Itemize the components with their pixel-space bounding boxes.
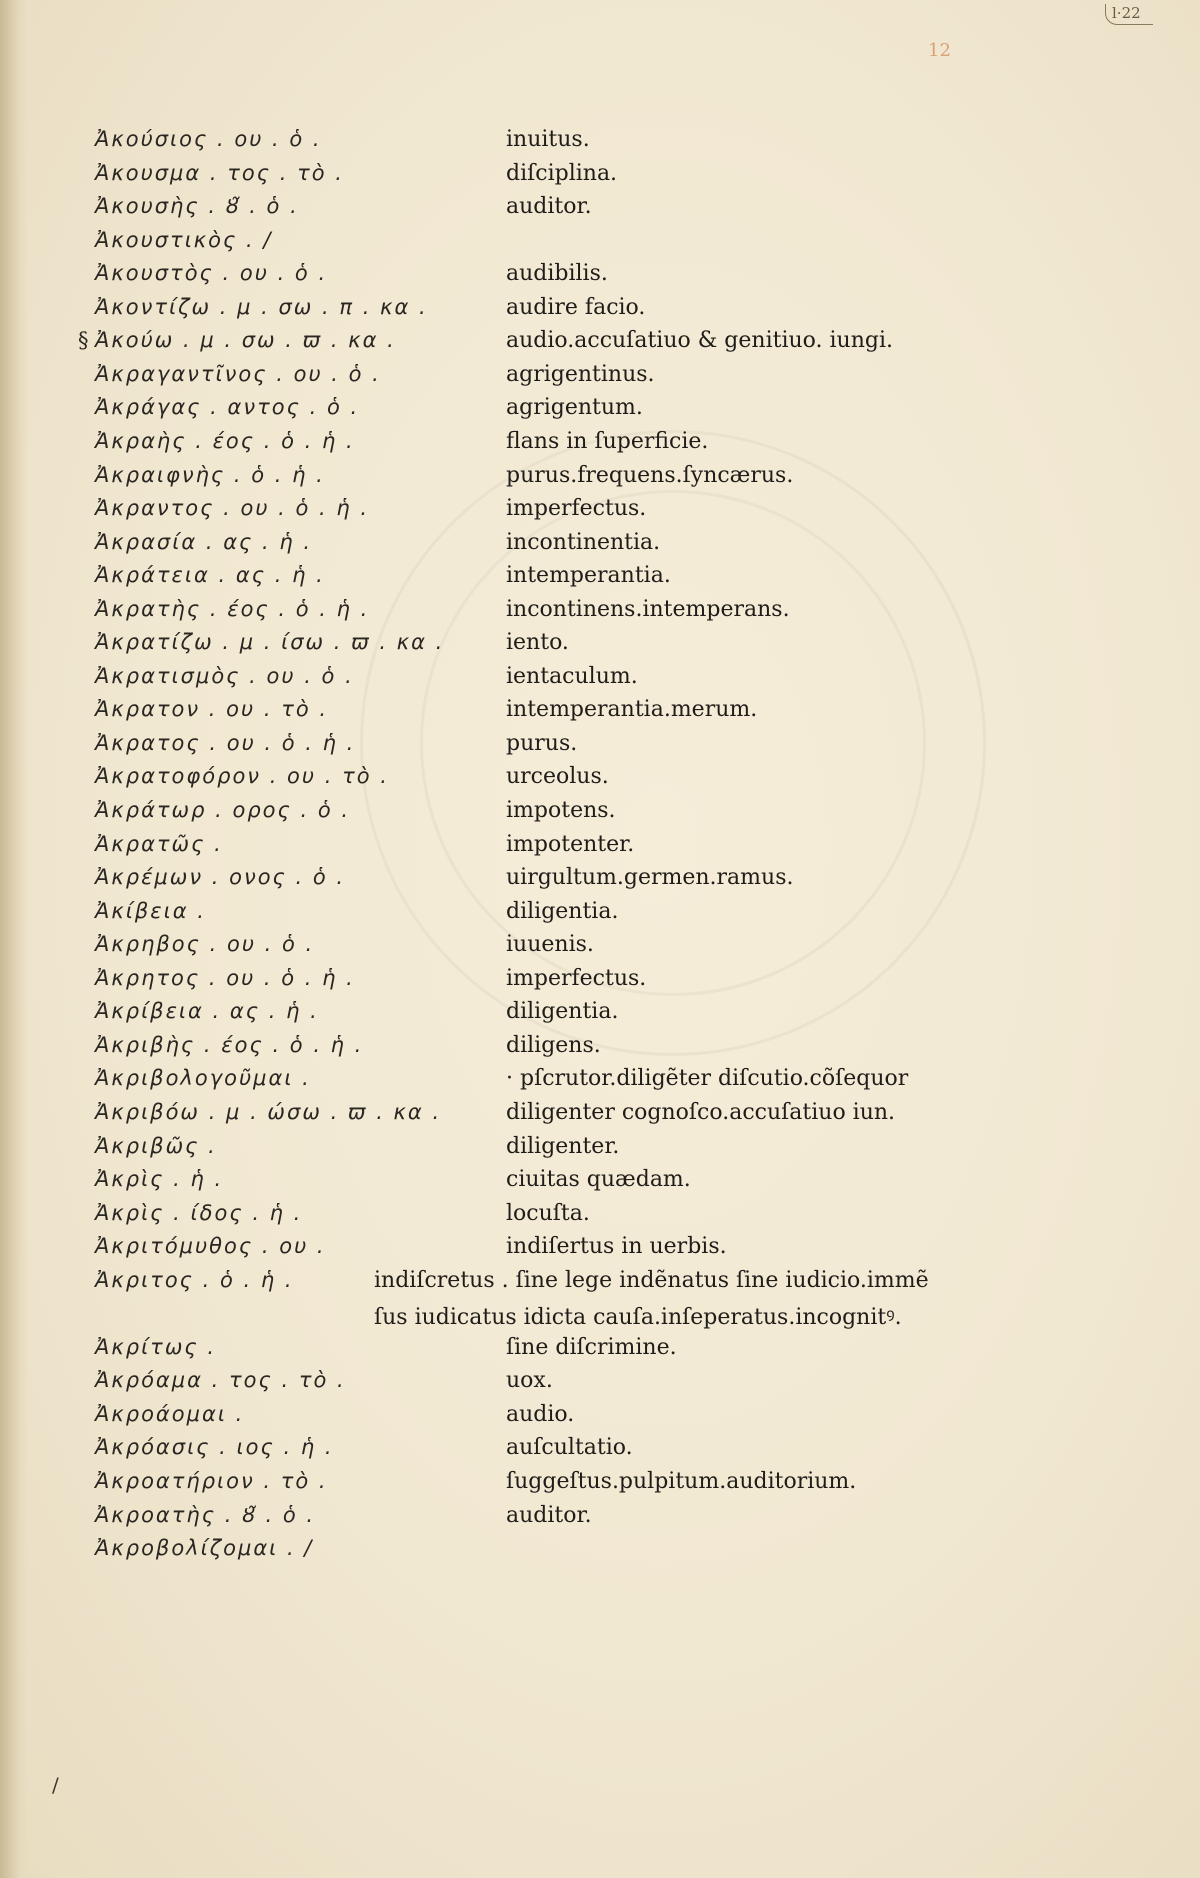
latin-gloss: agrigentum. — [506, 395, 643, 421]
latin-gloss: purus.frequens.ſyncærus. — [506, 462, 794, 488]
entry-row — [0, 865, 1200, 899]
greek-headword: Ἀκίβεια . — [95, 898, 206, 923]
greek-headword: Ἀκριβὴς . έος . ὁ . ἡ . — [95, 1032, 364, 1057]
entry-row — [0, 597, 1200, 631]
greek-headword: Ἀκράτωρ . ορος . ὁ . — [95, 798, 351, 822]
greek-headword: Ἀκουσὴς . ȣ̃ . ὁ . — [95, 194, 299, 219]
entry-row — [0, 429, 1200, 463]
greek-headword: Ἀκουσμα . τος . τὸ . — [95, 160, 344, 185]
greek-headword: Ἀκρηβος . ου . ὁ . — [95, 932, 315, 957]
latin-gloss: diligens. — [506, 1032, 601, 1058]
entry-row — [0, 328, 1200, 362]
greek-headword: Ἀκράγας . αντος . ὁ . — [95, 395, 360, 420]
greek-headword: Ἀκροατήριον . τὸ . — [95, 1469, 328, 1493]
latin-gloss: diligenter. — [506, 1133, 620, 1159]
greek-headword: Ἀκραντος . ου . ὁ . ἡ . — [95, 496, 370, 521]
greek-headword: Ἀκούσιος . ου . ὁ . — [95, 127, 322, 151]
greek-headword: Ἀκραγαντῖνος . ου . ὁ . — [95, 361, 381, 386]
greek-headword: Ἀκροβολίζομαι . / — [95, 1536, 314, 1561]
entry-row — [0, 932, 1200, 966]
latin-gloss: audio.accuſatiuo & genitiuo. iungi. — [506, 328, 893, 354]
latin-gloss: urceolus. — [506, 764, 609, 790]
greek-headword: Ἀκρασία . ας . ἡ . — [95, 529, 313, 554]
entry-row — [0, 999, 1200, 1033]
greek-headword: Ἀκοντίζω . μ . σω . π . κα . — [95, 294, 428, 319]
entry-row — [0, 261, 1200, 295]
entry-row — [0, 664, 1200, 698]
latin-gloss: uox. — [506, 1368, 553, 1394]
latin-gloss: diligentia. — [506, 898, 619, 924]
greek-headword: Ἀκρὶς . ἡ . — [95, 1167, 224, 1192]
greek-headword: Ἀκρατισμὸς . ου . ὁ . — [95, 663, 354, 688]
greek-headword: Ἀκριτος . ὁ . ἡ . — [95, 1267, 294, 1292]
entry-row — [0, 1134, 1200, 1168]
latin-gloss: ſus iudicatus idicta cauſa.inſeperatus.incognitꝰ. — [374, 1305, 902, 1331]
greek-headword: Ἀκρατῶς . — [95, 831, 223, 856]
latin-gloss: ciuitas quædam. — [506, 1167, 691, 1193]
entry-row — [0, 161, 1200, 195]
latin-gloss: incontinentia. — [506, 529, 661, 555]
entry-row — [0, 530, 1200, 564]
entry-row — [0, 630, 1200, 664]
greek-headword: Ἀκρατος . ου . ὁ . ἡ . — [95, 730, 356, 755]
latin-gloss: iento. — [506, 630, 569, 656]
entry-row — [0, 1435, 1200, 1469]
latin-gloss: agrigentinus. — [506, 361, 655, 387]
entry-row — [0, 1536, 1200, 1570]
entry-row — [0, 1100, 1200, 1134]
latin-gloss: ſuggeſtus.pulpitum.auditorium. — [506, 1469, 857, 1494]
entry-row — [0, 1268, 1200, 1302]
latin-gloss: intemperantia. — [506, 563, 671, 589]
latin-gloss: locuſta. — [506, 1200, 590, 1226]
greek-headword: Ἀκρέμων . ονος . ὁ . — [95, 865, 346, 890]
latin-gloss: indiſertus in uerbis. — [506, 1234, 727, 1260]
entry-row — [0, 228, 1200, 262]
latin-gloss: · pſcrutor.diligẽter diſcutio.cõſequor — [506, 1066, 909, 1092]
entry-row — [0, 1301, 1200, 1335]
greek-headword: Ἀκρόασις . ιος . ἡ . — [95, 1435, 334, 1460]
entry-row — [0, 127, 1200, 161]
entry-row — [0, 1503, 1200, 1537]
latin-gloss: diligenter cognoſco.accuſatiuo iun. — [506, 1099, 896, 1125]
latin-gloss: impotenter. — [506, 831, 635, 857]
greek-headword: Ἀκραὴς . έος . ὁ . ἡ . — [95, 428, 355, 453]
entry-row — [0, 362, 1200, 396]
greek-headword: Ἀκρίβεια . ας . ἡ . — [95, 999, 319, 1024]
latin-gloss: audibilis. — [506, 261, 608, 287]
greek-headword: Ἀκρατοφόρον . ου . τὸ . — [95, 764, 389, 789]
greek-headword: Ἀκριβόω . μ . ώσω . ϖ . κα . — [95, 1099, 442, 1124]
entry-row — [0, 1469, 1200, 1503]
greek-headword: Ἀκροάομαι . — [95, 1401, 245, 1426]
margin-marker: § — [78, 328, 89, 353]
entry-row — [0, 496, 1200, 530]
greek-headword: Ἀκρόαμα . τος . τὸ . — [95, 1368, 346, 1393]
entry-row — [0, 1335, 1200, 1369]
entry-row — [0, 966, 1200, 1000]
latin-gloss: diligentia. — [506, 999, 619, 1025]
entry-row — [0, 899, 1200, 933]
entry-row — [0, 194, 1200, 228]
latin-gloss: incontinens.intemperans. — [506, 596, 790, 622]
latin-gloss: auditor. — [506, 1502, 592, 1528]
greek-headword: Ἀκρατίζω . μ . ίσω . ϖ . κα . — [95, 630, 445, 655]
entry-row — [0, 1066, 1200, 1100]
latin-gloss: audio. — [506, 1401, 575, 1427]
greek-headword: Ἀκρατον . ου . τὸ . — [95, 697, 329, 722]
entry-row — [0, 463, 1200, 497]
latin-gloss: audire facio. — [506, 294, 646, 320]
latin-gloss: diſciplina. — [506, 160, 618, 186]
greek-headword: Ἀκρίτως . — [95, 1334, 217, 1359]
greek-headword: Ἀκουστικὸς . / — [95, 227, 273, 252]
stray-mark: / — [52, 1773, 59, 1797]
entry-row — [0, 832, 1200, 866]
folio-number: 12 — [928, 40, 951, 61]
latin-gloss: auditor. — [506, 194, 592, 220]
entry-row — [0, 295, 1200, 329]
latin-gloss: imperfectus. — [506, 496, 647, 522]
entry-row — [0, 697, 1200, 731]
greek-headword: Ἀκρητος . ου . ὁ . ἡ . — [95, 965, 355, 990]
latin-gloss: uirgultum.germen.ramus. — [506, 865, 794, 891]
latin-gloss: flans in ſuperficie. — [506, 428, 709, 454]
entry-row — [0, 1402, 1200, 1436]
greek-headword: Ἀκρατὴς . έος . ὁ . ἡ . — [95, 596, 370, 621]
entry-row — [0, 1368, 1200, 1402]
greek-headword: Ἀκουστὸς . ου . ὁ . — [95, 261, 328, 286]
latin-gloss: intemperantia.merum. — [506, 697, 758, 723]
greek-headword: Ἀκραιφνὴς . ὁ . ἡ . — [95, 462, 325, 487]
latin-gloss: impotens. — [506, 798, 616, 823]
entry-row — [0, 563, 1200, 597]
greek-headword: Ἀκροατὴς . ȣ̃ . ὁ . — [95, 1502, 316, 1527]
latin-gloss: purus. — [506, 730, 578, 756]
latin-gloss: ientaculum. — [506, 663, 638, 689]
corner-annotation: l·22 — [1105, 4, 1153, 25]
entry-row — [0, 1201, 1200, 1235]
latin-gloss: iuuenis. — [506, 932, 594, 958]
entry-row — [0, 1033, 1200, 1067]
entry-row — [0, 1234, 1200, 1268]
greek-headword: Ἀκρὶς . ίδος . ἡ . — [95, 1200, 303, 1225]
greek-headword: Ἀκράτεια . ας . ἡ . — [95, 563, 325, 588]
greek-headword: Ἀκριβολογοῦμαι . — [95, 1066, 311, 1091]
entry-row — [0, 798, 1200, 832]
greek-headword: Ἀκούω . μ . σω . ϖ . κα . — [95, 328, 396, 353]
entry-row — [0, 731, 1200, 765]
entry-row — [0, 395, 1200, 429]
entry-row — [0, 1167, 1200, 1201]
latin-gloss: inuitus. — [506, 127, 590, 152]
latin-gloss: imperfectus. — [506, 965, 647, 991]
greek-headword: Ἀκριτόμυθος . ου . — [95, 1234, 326, 1259]
latin-gloss: ſine diſcrimine. — [506, 1334, 677, 1360]
latin-gloss: auſcultatio. — [506, 1435, 633, 1461]
entry-row — [0, 764, 1200, 798]
latin-gloss: indiſcretus . ſine lege indẽnatus ſine iudicio.immẽ — [374, 1267, 929, 1293]
greek-headword: Ἀκριβῶς . — [95, 1133, 217, 1158]
